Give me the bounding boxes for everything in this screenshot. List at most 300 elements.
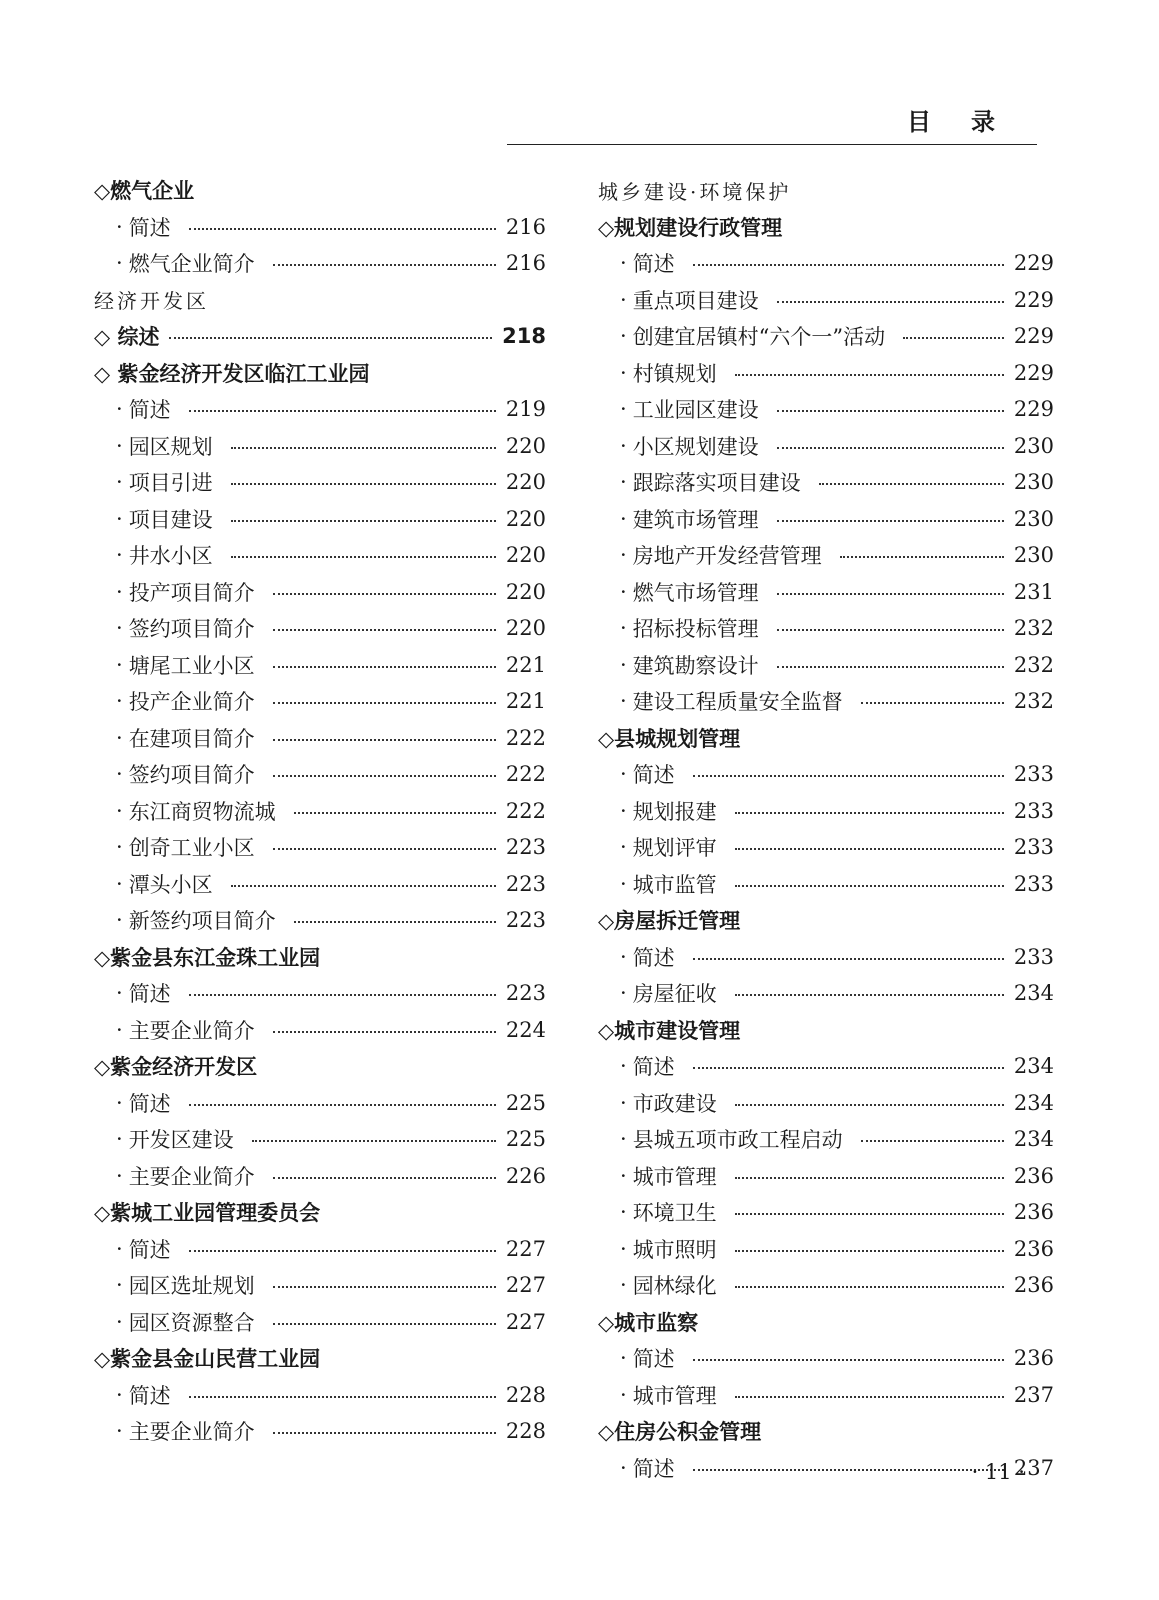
section-label: ◇ 紫金经济开发区临江工业园 xyxy=(94,361,370,386)
entry-label: 房地产开发经营管理 xyxy=(632,544,822,569)
entry-label: 简述 xyxy=(128,1237,171,1262)
entry-page-number: 233 xyxy=(1013,944,1054,969)
toc-entry xyxy=(94,1121,546,1158)
dot-leader xyxy=(735,848,1004,850)
bullet-icon: · xyxy=(116,762,123,787)
dot-leader xyxy=(273,739,496,741)
entry-page-number: 237 xyxy=(1013,1382,1054,1407)
dot-leader xyxy=(273,1432,496,1434)
toc-entry xyxy=(94,574,546,611)
entry-page-number: 230 xyxy=(1013,543,1054,568)
entry-page-number: 223 xyxy=(505,871,546,896)
dot-leader xyxy=(189,1396,496,1398)
entry-page-number: 236 xyxy=(1013,1236,1054,1261)
toc-entry xyxy=(94,1085,546,1122)
toc-entry xyxy=(598,756,1054,793)
dot-leader xyxy=(169,337,492,339)
bullet-icon: · xyxy=(116,470,123,495)
entry-label: 跟踪落实项目建设 xyxy=(632,471,801,496)
toc-left-column xyxy=(94,172,546,1450)
dot-leader xyxy=(735,1250,1004,1252)
toc-entry xyxy=(598,537,1054,574)
entry-page-number: 226 xyxy=(505,1163,546,1188)
entry-page-number: 224 xyxy=(505,1017,546,1042)
entry-label: 建设工程质量安全监督 xyxy=(632,690,843,715)
toc-entry xyxy=(94,1267,546,1304)
toc-section-entry xyxy=(94,318,546,355)
toc-entry xyxy=(94,902,546,939)
page-number: · 11 · xyxy=(971,1460,1025,1484)
dot-leader xyxy=(273,702,496,704)
toc-entry xyxy=(94,428,546,465)
entry-page-number: 220 xyxy=(505,543,546,568)
entry-label: 简述 xyxy=(128,1091,171,1116)
bullet-icon: · xyxy=(116,981,123,1006)
bullet-icon: · xyxy=(116,1419,123,1444)
toc-entry xyxy=(598,683,1054,720)
entry-page-number: 230 xyxy=(1013,470,1054,495)
entry-label: 新签约项目简介 xyxy=(128,909,276,934)
entry-page-number: 236 xyxy=(1013,1163,1054,1188)
dot-leader xyxy=(294,812,496,814)
toc-section-heading xyxy=(598,1413,1054,1450)
dot-leader xyxy=(693,264,1004,266)
toc-entry xyxy=(94,1304,546,1341)
entry-label: 塘尾工业小区 xyxy=(128,653,255,678)
bullet-icon: · xyxy=(620,579,627,604)
dot-leader xyxy=(231,483,496,485)
dot-leader xyxy=(735,1104,1004,1106)
entry-page-number: 231 xyxy=(1013,579,1054,604)
entry-page-number: 234 xyxy=(1013,1090,1054,1115)
entry-page-number: 227 xyxy=(505,1273,546,1298)
entry-page-number: 220 xyxy=(505,470,546,495)
toc-section-heading xyxy=(94,939,546,976)
bullet-icon: · xyxy=(620,433,627,458)
entry-page-number: 233 xyxy=(1013,798,1054,823)
toc-entry xyxy=(94,245,546,282)
entry-page-number: 221 xyxy=(505,652,546,677)
entry-label: 城市管理 xyxy=(632,1164,717,1189)
part-label: 经济开发区 xyxy=(94,289,209,314)
entry-label: 投产企业简介 xyxy=(128,690,255,715)
entry-page-number: 218 xyxy=(502,324,546,349)
toc-entry xyxy=(598,464,1054,501)
entry-page-number: 229 xyxy=(1013,251,1054,276)
toc-entry xyxy=(94,209,546,246)
bullet-icon: · xyxy=(620,1346,627,1371)
dot-leader xyxy=(735,1213,1004,1215)
entry-page-number: 236 xyxy=(1013,1273,1054,1298)
section-label: ◇住房公积金管理 xyxy=(598,1420,762,1445)
entry-page-number: 237 xyxy=(1013,1455,1054,1480)
entry-label: 简述 xyxy=(128,982,171,1007)
entry-page-number: 230 xyxy=(1013,506,1054,531)
toc-entry xyxy=(598,1231,1054,1268)
entry-page-number: 230 xyxy=(1013,433,1054,458)
toc-entry xyxy=(598,355,1054,392)
toc-entry xyxy=(94,1377,546,1414)
bullet-icon: · xyxy=(620,1455,627,1480)
entry-label: 规划报建 xyxy=(632,799,717,824)
entry-label: 规划评审 xyxy=(632,836,717,861)
dot-leader xyxy=(273,1323,496,1325)
entry-label: 招标投标管理 xyxy=(632,617,759,642)
dot-leader xyxy=(735,374,1004,376)
bullet-icon: · xyxy=(620,1382,627,1407)
dot-leader xyxy=(231,556,496,558)
dot-leader xyxy=(777,593,1004,595)
entry-label: 项目建设 xyxy=(128,507,213,532)
entry-label: 潭头小区 xyxy=(128,872,213,897)
entry-page-number: 234 xyxy=(1013,981,1054,1006)
toc-entry xyxy=(94,756,546,793)
entry-page-number: 228 xyxy=(505,1382,546,1407)
section-label: ◇燃气企业 xyxy=(94,179,195,204)
dot-leader xyxy=(819,483,1004,485)
entry-label: 小区规划建设 xyxy=(632,434,759,459)
bullet-icon: · xyxy=(620,689,627,714)
dot-leader xyxy=(189,994,496,996)
toc-entry xyxy=(94,683,546,720)
entry-label: 园区规划 xyxy=(128,434,213,459)
dot-leader xyxy=(735,812,1004,814)
dot-leader xyxy=(861,702,1004,704)
bullet-icon: · xyxy=(116,1236,123,1261)
dot-leader xyxy=(273,848,496,850)
dot-leader xyxy=(777,666,1004,668)
entry-page-number: 225 xyxy=(505,1127,546,1152)
entry-label: 园区资源整合 xyxy=(128,1310,255,1335)
entry-label: 东江商贸物流城 xyxy=(128,799,276,824)
dot-leader xyxy=(252,1140,496,1142)
toc-entry xyxy=(94,1158,546,1195)
bullet-icon: · xyxy=(620,1163,627,1188)
entry-page-number: 234 xyxy=(1013,1054,1054,1079)
bullet-icon: · xyxy=(620,871,627,896)
entry-page-number: 220 xyxy=(505,579,546,604)
entry-page-number: 232 xyxy=(1013,689,1054,714)
bullet-icon: · xyxy=(620,1273,627,1298)
toc-entry xyxy=(598,1194,1054,1231)
dot-leader xyxy=(273,1286,496,1288)
entry-page-number: 225 xyxy=(505,1090,546,1115)
bullet-icon: · xyxy=(116,1090,123,1115)
toc-entry xyxy=(598,939,1054,976)
bullet-icon: · xyxy=(116,543,123,568)
entry-page-number: 221 xyxy=(505,689,546,714)
toc-entry xyxy=(94,829,546,866)
dot-leader xyxy=(903,337,1004,339)
entry-label: 简述 xyxy=(632,945,675,970)
dot-leader xyxy=(231,885,496,887)
dot-leader xyxy=(189,1104,496,1106)
toc-entry xyxy=(598,1340,1054,1377)
bullet-icon: · xyxy=(116,1163,123,1188)
toc-section-heading xyxy=(94,355,546,392)
bullet-icon: · xyxy=(116,1382,123,1407)
toc-entry xyxy=(598,829,1054,866)
toc-section-heading xyxy=(598,902,1054,939)
section-label: ◇规划建设行政管理 xyxy=(598,215,783,240)
bullet-icon: · xyxy=(620,324,627,349)
entry-label: 项目引进 xyxy=(128,471,213,496)
bullet-icon: · xyxy=(116,689,123,714)
entry-label: 简述 xyxy=(128,1383,171,1408)
toc-entry xyxy=(598,501,1054,538)
bullet-icon: · xyxy=(116,652,123,677)
dot-leader xyxy=(273,264,496,266)
toc-entry xyxy=(598,647,1054,684)
bullet-icon: · xyxy=(116,908,123,933)
bullet-icon: · xyxy=(620,287,627,312)
toc-entry xyxy=(598,282,1054,319)
entry-page-number: 233 xyxy=(1013,762,1054,787)
entry-page-number: 222 xyxy=(505,762,546,787)
toc-entry xyxy=(598,975,1054,1012)
entry-label: 村镇规划 xyxy=(632,361,717,386)
dot-leader xyxy=(777,520,1004,522)
dot-leader xyxy=(777,301,1004,303)
bullet-icon: · xyxy=(620,616,627,641)
entry-page-number: 220 xyxy=(505,616,546,641)
bullet-icon: · xyxy=(620,652,627,677)
toc-entry xyxy=(598,1048,1054,1085)
bullet-icon: · xyxy=(116,1127,123,1152)
bullet-icon: · xyxy=(620,1236,627,1261)
dot-leader xyxy=(777,447,1004,449)
entry-page-number: 229 xyxy=(1013,324,1054,349)
dot-leader xyxy=(693,958,1004,960)
entry-label: 燃气企业简介 xyxy=(128,252,255,277)
entry-page-number: 229 xyxy=(1013,287,1054,312)
bullet-icon: · xyxy=(116,397,123,422)
entry-page-number: 229 xyxy=(1013,397,1054,422)
dot-leader xyxy=(294,921,496,923)
entry-label: 工业园区建设 xyxy=(632,398,759,423)
header-title: 目录 xyxy=(907,108,1035,136)
entry-page-number: 219 xyxy=(505,397,546,422)
toc-entry xyxy=(598,245,1054,282)
toc-section-heading xyxy=(94,1194,546,1231)
toc-entry xyxy=(94,866,546,903)
entry-page-number: 223 xyxy=(505,908,546,933)
bullet-icon: · xyxy=(116,214,123,239)
bullet-icon: · xyxy=(620,762,627,787)
section-label: ◇城市建设管理 xyxy=(598,1018,741,1043)
entry-label: 简述 xyxy=(128,398,171,423)
toc-entry xyxy=(598,391,1054,428)
bullet-icon: · xyxy=(620,397,627,422)
bullet-icon: · xyxy=(620,506,627,531)
entry-label: 建筑市场管理 xyxy=(632,507,759,532)
entry-label: 主要企业简介 xyxy=(128,1420,255,1445)
entry-label: 简述 xyxy=(632,1347,675,1372)
entry-label: 开发区建设 xyxy=(128,1128,234,1153)
dot-leader xyxy=(693,1359,1004,1361)
toc-section-heading xyxy=(94,1048,546,1085)
bullet-icon: · xyxy=(116,835,123,860)
entry-label: 房屋征收 xyxy=(632,982,717,1007)
toc-section-heading xyxy=(598,209,1054,246)
dot-leader xyxy=(693,1469,1004,1471)
dot-leader xyxy=(861,1140,1004,1142)
entry-page-number: 220 xyxy=(505,506,546,531)
entry-label: 重点项目建设 xyxy=(632,288,759,313)
toc-entry xyxy=(94,975,546,1012)
entry-label: 签约项目简介 xyxy=(128,617,255,642)
bullet-icon: · xyxy=(620,1200,627,1225)
dot-leader xyxy=(231,447,496,449)
dot-leader xyxy=(273,775,496,777)
entry-page-number: 236 xyxy=(1013,1346,1054,1371)
bullet-icon: · xyxy=(116,251,123,276)
dot-leader xyxy=(735,994,1004,996)
page-header xyxy=(507,100,1037,145)
entry-page-number: 236 xyxy=(1013,1200,1054,1225)
entry-label: 创建宜居镇村“六个一”活动 xyxy=(632,325,886,350)
toc-entry xyxy=(94,537,546,574)
part-label: 城乡建设·环境保护 xyxy=(598,179,792,204)
toc-entry xyxy=(94,793,546,830)
section-label: ◇紫金县金山民营工业园 xyxy=(94,1347,321,1372)
bullet-icon: · xyxy=(620,1054,627,1079)
toc-entry xyxy=(94,501,546,538)
toc-entry xyxy=(94,647,546,684)
bullet-icon: · xyxy=(116,871,123,896)
entry-page-number: 216 xyxy=(505,251,546,276)
toc-section-heading xyxy=(598,1304,1054,1341)
toc-entry xyxy=(94,610,546,647)
entry-label: 城市照明 xyxy=(632,1237,717,1262)
entry-page-number: 228 xyxy=(505,1419,546,1444)
section-label: ◇紫金经济开发区 xyxy=(94,1055,258,1080)
dot-leader xyxy=(777,629,1004,631)
entry-label: 简述 xyxy=(632,1456,675,1481)
toc-entry xyxy=(94,1012,546,1049)
toc-right-column xyxy=(598,172,1054,1486)
bullet-icon: · xyxy=(116,616,123,641)
toc-section-heading xyxy=(598,1012,1054,1049)
toc-entry xyxy=(94,1231,546,1268)
entry-page-number: 223 xyxy=(505,835,546,860)
entry-page-number: 227 xyxy=(505,1309,546,1334)
toc-entry xyxy=(94,391,546,428)
toc-entry xyxy=(598,318,1054,355)
entry-page-number: 233 xyxy=(1013,871,1054,896)
bullet-icon: · xyxy=(116,798,123,823)
entry-label: 园林绿化 xyxy=(632,1274,717,1299)
bullet-icon: · xyxy=(116,506,123,531)
section-label: ◇紫城工业园管理委员会 xyxy=(94,1201,321,1226)
toc-entry xyxy=(598,1377,1054,1414)
entry-label: ◇ 综述 xyxy=(94,325,160,350)
entry-page-number: 234 xyxy=(1013,1127,1054,1152)
entry-label: 简述 xyxy=(128,215,171,240)
toc-entry xyxy=(598,1085,1054,1122)
bullet-icon: · xyxy=(116,579,123,604)
dot-leader xyxy=(693,1067,1004,1069)
entry-label: 主要企业简介 xyxy=(128,1164,255,1189)
bullet-icon: · xyxy=(620,798,627,823)
entry-label: 主要企业简介 xyxy=(128,1018,255,1043)
entry-label: 简述 xyxy=(632,1055,675,1080)
dot-leader xyxy=(189,410,496,412)
dot-leader xyxy=(189,228,496,230)
section-label: ◇紫金县东江金珠工业园 xyxy=(94,945,321,970)
entry-label: 创奇工业小区 xyxy=(128,836,255,861)
toc-part-heading xyxy=(598,172,1054,209)
bullet-icon: · xyxy=(620,543,627,568)
bullet-icon: · xyxy=(116,1309,123,1334)
bullet-icon: · xyxy=(620,835,627,860)
dot-leader xyxy=(273,1177,496,1179)
dot-leader xyxy=(735,1286,1004,1288)
entry-label: 建筑勘察设计 xyxy=(632,653,759,678)
toc-entry xyxy=(598,793,1054,830)
entry-label: 签约项目简介 xyxy=(128,763,255,788)
entry-label: 城市管理 xyxy=(632,1383,717,1408)
toc-entry xyxy=(598,428,1054,465)
bullet-icon: · xyxy=(620,1090,627,1115)
entry-label: 城市监管 xyxy=(632,872,717,897)
toc-entry xyxy=(598,610,1054,647)
dot-leader xyxy=(273,666,496,668)
entry-label: 投产项目简介 xyxy=(128,580,255,605)
toc-part-heading xyxy=(94,282,546,319)
toc-section-heading xyxy=(598,720,1054,757)
dot-leader xyxy=(189,1250,496,1252)
entry-page-number: 216 xyxy=(505,214,546,239)
entry-page-number: 227 xyxy=(505,1236,546,1261)
toc-section-heading xyxy=(94,172,546,209)
entry-label: 井水小区 xyxy=(128,544,213,569)
bullet-icon: · xyxy=(620,251,627,276)
bullet-icon: · xyxy=(116,725,123,750)
bullet-icon: · xyxy=(620,360,627,385)
dot-leader xyxy=(273,1031,496,1033)
entry-page-number: 222 xyxy=(505,798,546,823)
entry-label: 市政建设 xyxy=(632,1091,717,1116)
toc-entry xyxy=(598,1158,1054,1195)
toc-entry xyxy=(598,574,1054,611)
dot-leader xyxy=(735,1177,1004,1179)
entry-label: 燃气市场管理 xyxy=(632,580,759,605)
bullet-icon: · xyxy=(116,433,123,458)
entry-page-number: 233 xyxy=(1013,835,1054,860)
toc-entry xyxy=(598,1267,1054,1304)
bullet-icon: · xyxy=(620,944,627,969)
dot-leader xyxy=(693,775,1004,777)
dot-leader xyxy=(840,556,1004,558)
bullet-icon: · xyxy=(620,1127,627,1152)
bullet-icon: · xyxy=(116,1017,123,1042)
section-label: ◇县城规划管理 xyxy=(598,726,741,751)
entry-page-number: 232 xyxy=(1013,652,1054,677)
entry-page-number: 232 xyxy=(1013,616,1054,641)
entry-label: 园区选址规划 xyxy=(128,1274,255,1299)
bullet-icon: · xyxy=(620,470,627,495)
dot-leader xyxy=(231,520,496,522)
entry-page-number: 223 xyxy=(505,981,546,1006)
entry-page-number: 220 xyxy=(505,433,546,458)
entry-page-number: 229 xyxy=(1013,360,1054,385)
toc-section-heading xyxy=(94,1340,546,1377)
section-label: ◇城市监察 xyxy=(598,1310,699,1335)
entry-label: 简述 xyxy=(632,763,675,788)
dot-leader xyxy=(735,1396,1004,1398)
bullet-icon: · xyxy=(116,1273,123,1298)
